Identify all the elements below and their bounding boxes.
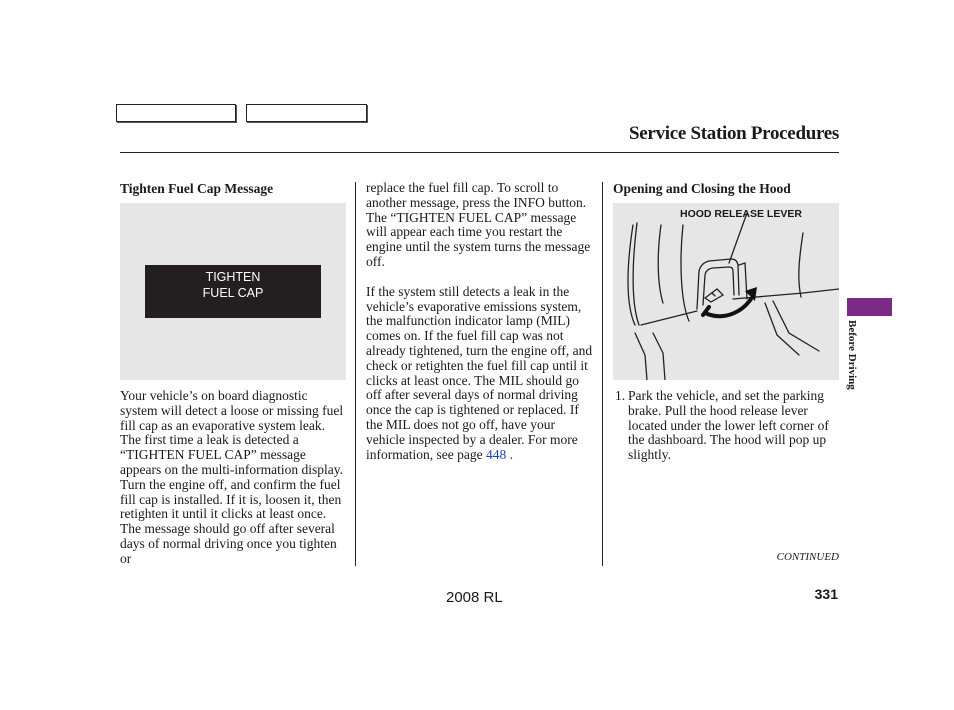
- section-title-fuel-cap: Tighten Fuel Cap Message: [120, 181, 274, 196]
- hood-release-lever-label: HOOD RELEASE LEVER: [680, 208, 802, 220]
- middle-body-text: [366, 181, 594, 462]
- nav-tab-contents[interactable]: [246, 104, 367, 122]
- fuel-cap-message-figure: [120, 203, 346, 380]
- model-year: 2008 RL: [446, 589, 503, 606]
- side-tab-label: Before Driving: [846, 320, 858, 390]
- section-title-hood: Opening and Closing the Hood: [613, 181, 791, 196]
- paragraph-2-end: .: [506, 446, 513, 462]
- middle-paragraph-2-text: If the system still detects a leak in the vehicle’s evaporative emissions system, the malfunction indicator lamp (MIL) comes on. If the fuel fill cap was not already tightened, turn the engine off, and check or retighten the fuel fill cap until it clicks at least once. The MIL should go off after several days of normal driving once the cap is tightened or replaced. If the MIL does not go off, have your vehicle inspected by a dealer. For more information, see page: [366, 283, 593, 462]
- nav-tab-previous[interactable]: [116, 104, 236, 122]
- middle-paragraph-1: replace the fuel fill cap. To scroll to another message, press the INFO button. The “TIGHTEN FUEL CAP” message will appear each time you restart the engine until the system turns the message off.: [366, 180, 591, 269]
- hood-release-figure: [613, 203, 839, 380]
- left-body-text: [120, 389, 347, 567]
- display-line-1: TIGHTEN: [205, 270, 261, 284]
- continued-label: CONTINUED: [776, 551, 839, 563]
- title-rule: [120, 152, 839, 153]
- step-1-text: Park the vehicle, and set the parking brake. Pull the hood release lever located under the lower left corner of the dashboard. The hood will pop up slightly.: [628, 388, 829, 463]
- step-1: [615, 389, 841, 463]
- display-line-2: FUEL CAP: [202, 286, 264, 300]
- right-body-text: [615, 389, 841, 463]
- section-side-tab[interactable]: [847, 298, 892, 316]
- page-number: 331: [814, 586, 838, 602]
- column-divider-1: [355, 182, 356, 566]
- page-448-link[interactable]: 448: [485, 446, 507, 462]
- info-display-message: [145, 265, 321, 318]
- column-divider-2: [602, 182, 603, 566]
- middle-paragraph-2: [366, 285, 594, 463]
- hood-release-illustration: [613, 203, 839, 380]
- page-title: Service Station Procedures: [629, 123, 839, 144]
- fuel-cap-paragraph: Your vehicle’s on board diagnostic system will detect a loose or missing fuel fill cap as an evaporative system leak. The first time a leak is detected a “TIGHTEN FUEL CAP” message appears on the multi-information display. Turn the engine off, and confirm the fuel fill cap is installed. If it is, loosen it, then retighten it until it clicks at least once. The message should go off after several days of normal driving once you tighten or: [120, 388, 344, 566]
- step-1-number: 1.: [615, 388, 626, 403]
